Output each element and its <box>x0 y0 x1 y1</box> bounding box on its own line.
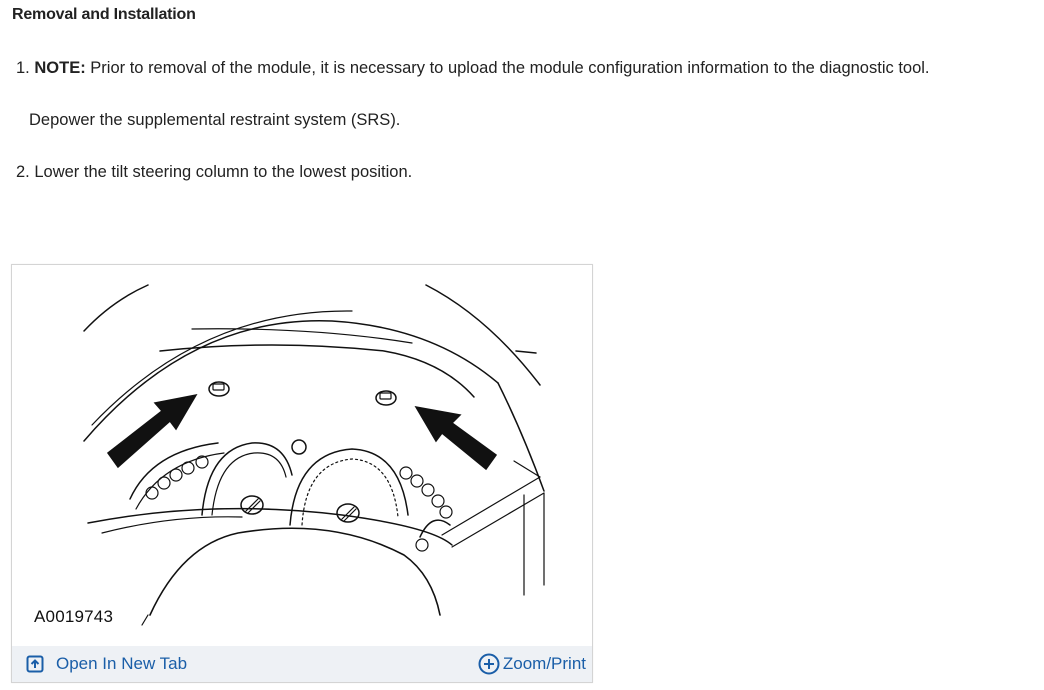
zoom-print-label: Zoom/Print <box>502 654 586 673</box>
step-1-substep: Depower the supplemental restraint system (SRS). <box>29 111 401 129</box>
step-2-text: Lower the tilt steering column to the lowest position. <box>34 163 413 181</box>
open-in-new-tab-label: Open In New Tab <box>56 654 188 673</box>
step-2-number: 2. <box>16 163 30 181</box>
note-label: NOTE: <box>34 59 86 77</box>
open-new-tab-icon <box>26 655 44 673</box>
step-1-number: 1. <box>16 59 30 77</box>
figure-id-label: A0019743 <box>34 607 114 626</box>
open-in-new-tab-link[interactable] <box>26 652 187 676</box>
note-text: Prior to removal of the module, it is necessary to upload the module configuration information to the diagnostic tool. <box>90 59 930 77</box>
figure-card <box>11 264 593 683</box>
zoom-print-link[interactable] <box>478 652 586 676</box>
plus-circle-icon <box>478 653 500 675</box>
section-title: Removal and Installation <box>12 6 196 23</box>
step-1 <box>16 58 930 78</box>
instrument-cluster-illustration <box>12 265 592 641</box>
figure-toolbar <box>12 646 592 682</box>
step-2 <box>16 162 412 182</box>
